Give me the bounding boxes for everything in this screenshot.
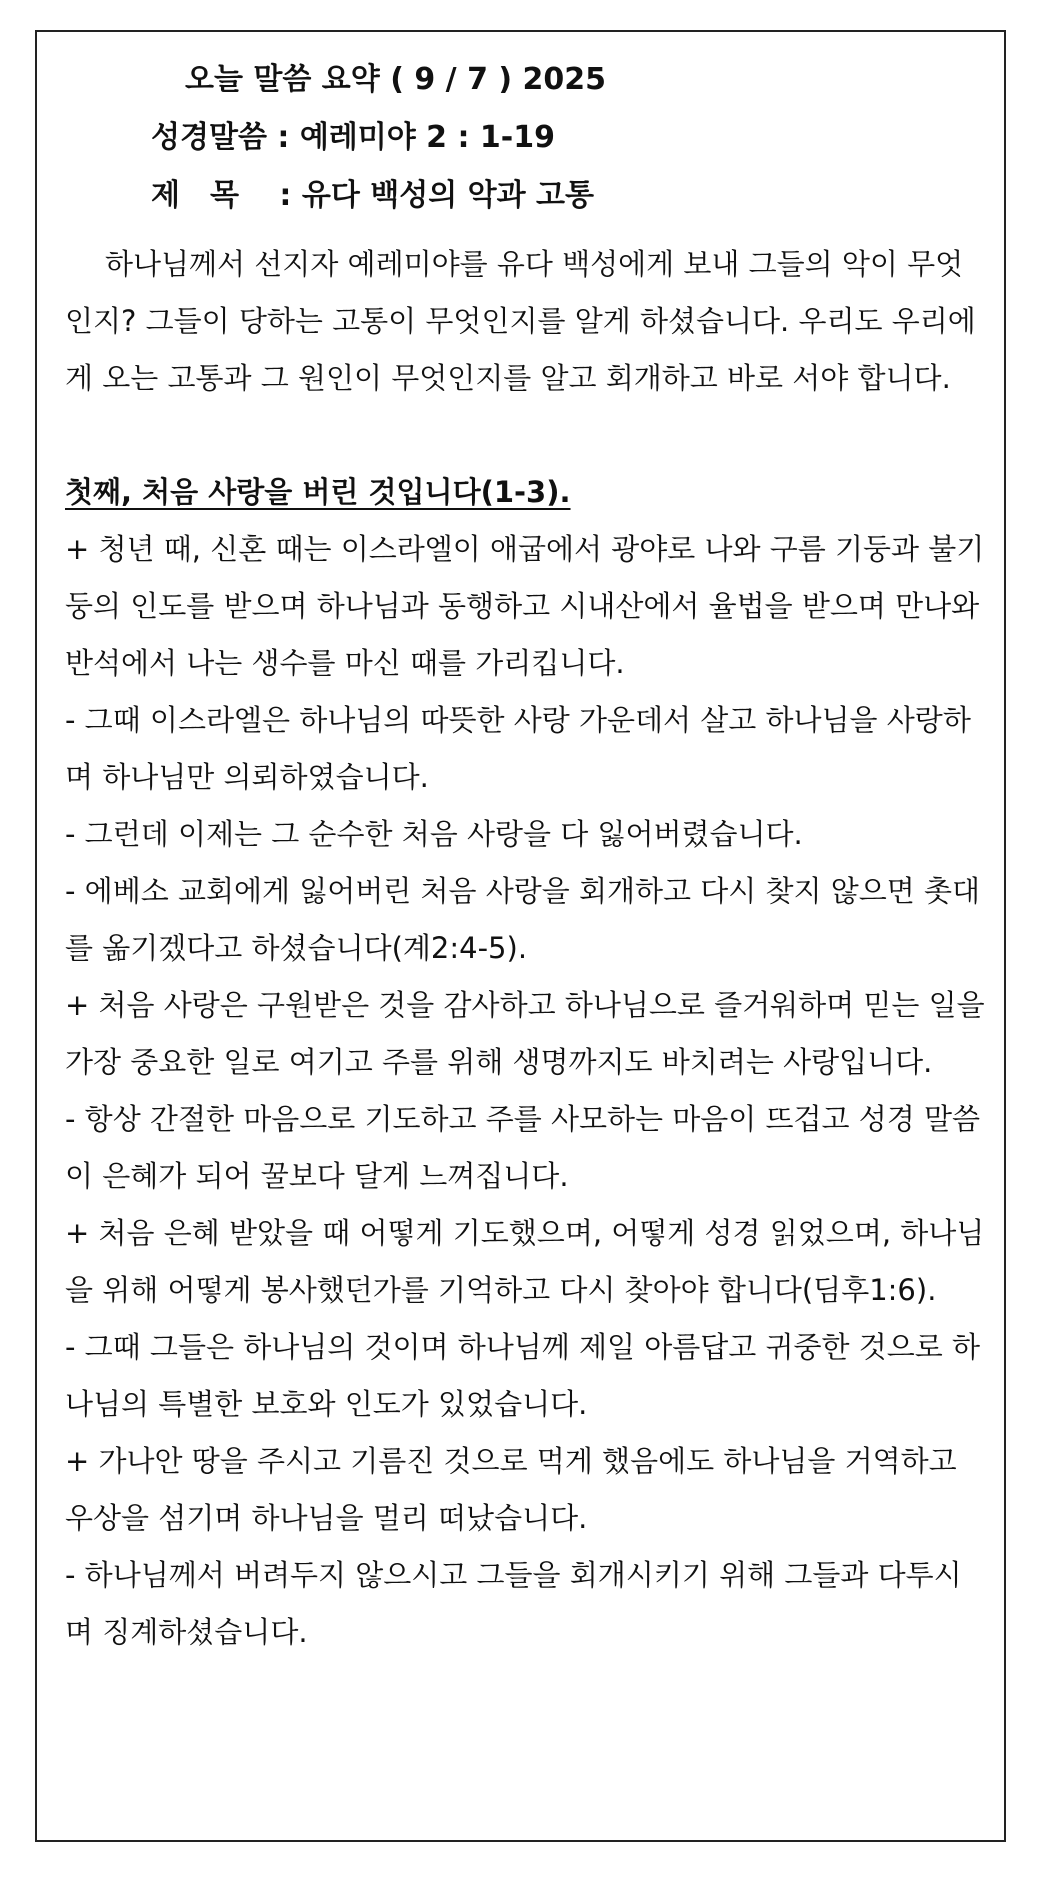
scripture-label: 성경말씀 (151, 120, 267, 155)
point-item: + 가나안 땅을 주시고 기름진 것으로 먹게 했음에도 하나님을 거역하고 우상을 섬기며 하나님을 멀리 떠났습니다. (65, 1444, 957, 1535)
point-item: - 그때 그들은 하나님의 것이며 하나님께 제일 아름답고 귀중한 것으로 하나님의 특별한 보호와 인도가 있었습니다. (65, 1330, 981, 1421)
subject-title: 유다 백성의 악과 고통 (301, 178, 595, 213)
point-item: - 항상 간절한 마음으로 기도하고 주를 사모하는 마음이 뜨겁고 성경 말씀이 은혜가 되어 꿀보다 달게 느껴집니다. (65, 1102, 981, 1193)
subject-line: 제목 : 유다 백성의 악과 고통 (151, 178, 595, 213)
point-item: - 에베소 교회에게 잃어버린 처음 사랑을 회개하고 다시 찾지 않으면 촛대를 옮기겠다고 하셨습니다(계2:4-5). (65, 874, 981, 965)
point-item: + 청년 때, 신혼 때는 이스라엘이 애굽에서 광야로 나와 구름 기둥과 불기둥의 인도를 받으며 하나님과 동행하고 시내산에서 율법을 받으며 만나와 반석에서 나는 생수를 마신 때를 가리킵니다. (65, 532, 985, 680)
point-item: - 그런데 이제는 그 순수한 처음 사랑을 다 잃어버렸습니다. (65, 817, 803, 851)
point-item: - 그때 이스라엘은 하나님의 따뜻한 사랑 가운데서 살고 하나님을 사랑하며 하나님만 의뢰하였습니다. (65, 703, 971, 794)
point-item: + 처음 사랑은 구원받은 것을 감사하고 하나님으로 즐거워하며 믿는 일을 가장 중요한 일로 여기고 주를 위해 생명까지도 바치려는 사랑입니다. (65, 988, 985, 1079)
page-title: 오늘 말씀 요약 ( 9 / 7 ) 2025 (185, 62, 607, 97)
document-frame (35, 30, 1006, 1842)
point-item: + 처음 은혜 받았을 때 어떻게 기도했으며, 어떻게 성경 읽었으며, 하나님을 위해 어떻게 봉사했던가를 기억하고 다시 찾아야 합니다(딤후1:6). (65, 1216, 985, 1307)
scripture-reference: 예레미야 2 : 1-19 (299, 120, 556, 155)
point-item: - 하나님께서 버려두지 않으시고 그들을 회개시키기 위해 그들과 다투시며 징계하셨습니다. (65, 1558, 962, 1649)
subject-label: 제목 (151, 178, 269, 213)
scripture-line: 성경말씀 : 예레미야 2 : 1-19 (151, 120, 556, 155)
sermon-body (65, 236, 985, 1661)
section-heading: 첫째, 처음 사랑을 버린 것입니다(1-3). (65, 475, 571, 509)
intro-paragraph: 하나님께서 선지자 예레미야를 유다 백성에게 보내 그들의 악이 무엇인지? 그들이 당하는 고통이 무엇인지를 알게 하셨습니다. 우리도 우리에게 오는 고통과 그 원인이 무엇인지를 알고 회개하고 바로 서야 합니다. (65, 247, 976, 395)
